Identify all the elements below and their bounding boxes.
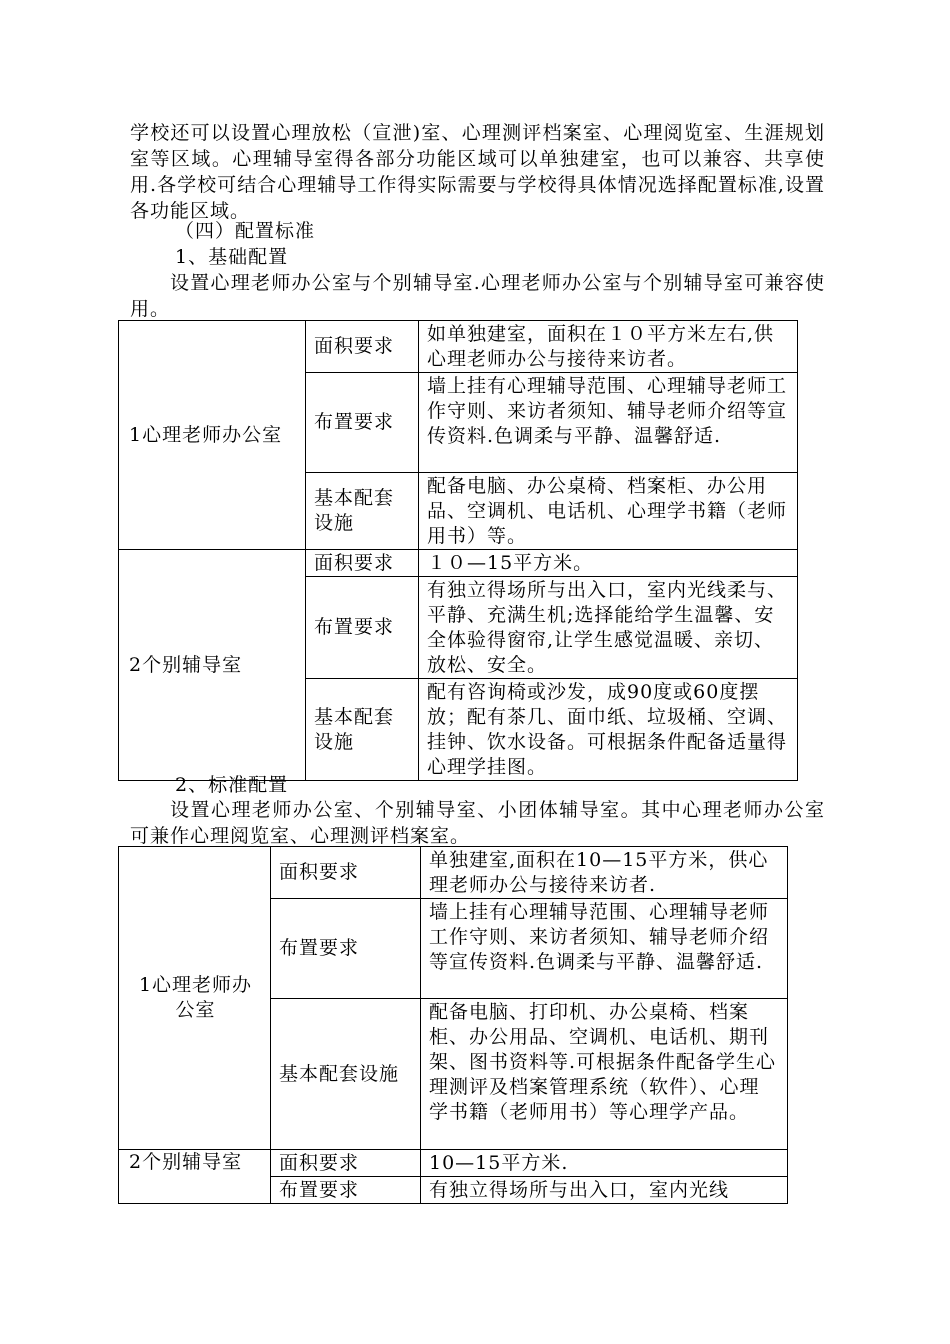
value-cell: 有独立得场所与出入口，室内光线柔与、平静、充满生机;选择能给学生温馨、安全体验得窗帘,让学生感觉温暖、亲切、放松、安全。 bbox=[419, 577, 798, 679]
value-cell: １０—15平方米。 bbox=[419, 550, 798, 577]
room-cell: 1心理老师办公室 bbox=[119, 321, 306, 550]
intro-paragraph: 学校还可以设置心理放松（宣泄)室、心理测评档案室、心理阅览室、生涯规划室等区域。心理辅导室得各部分功能区域可以单独建室，也可以兼容、共享使用.各学校可结合心理辅导工作得实际需要与学校得具体情况选择配置标准,设置各功能区域。 bbox=[130, 122, 825, 222]
value-cell: 单独建室,面积在10—15平方米，供心理老师办公与接待来访者. bbox=[421, 847, 788, 899]
label-cell: 布置要求 bbox=[306, 577, 419, 679]
subheading-standard: 2、标准配置 bbox=[175, 774, 289, 796]
value-cell: 配备电脑、办公桌椅、档案柜、办公用品、空调机、电话机、心理学书籍（老师用书）等。 bbox=[419, 473, 798, 550]
standard-config-table bbox=[118, 846, 788, 1204]
value-cell: 配备电脑、打印机、办公桌椅、档案柜、办公用品、空调机、电话机、期刊架、图书资料等.可根据条件配备学生心理测评及档案管理系统（软件）、心理学书籍（老师用书）等心理学产品。 bbox=[421, 999, 788, 1150]
value-cell: 配有咨询椅或沙发，成90度或60度摆放；配有茶几、面巾纸、垃圾桶、空调、挂钟、饮水设备。可根据条件配备适量得心理学挂图。 bbox=[419, 679, 798, 781]
room-cell: 1心理老师办公室 bbox=[119, 847, 271, 1150]
label-cell: 布置要求 bbox=[271, 1177, 421, 1204]
label-cell: 基本配套设施 bbox=[306, 679, 419, 781]
label-cell: 布置要求 bbox=[271, 899, 421, 999]
subheading-basic: 1、基础配置 bbox=[175, 246, 289, 268]
standard-config-paragraph: 设置心理老师办公室、个别辅导室、小团体辅导室。其中心理老师办公室可兼作心理阅览室、心理测评档案室。 bbox=[130, 799, 825, 847]
value-cell: 10—15平方米. bbox=[421, 1150, 788, 1177]
label-cell: 面积要求 bbox=[306, 321, 419, 373]
section-heading-4: （四）配置标准 bbox=[175, 220, 316, 242]
value-cell: 如单独建室，面积在１０平方米左右,供心理老师办公与接待来访者。 bbox=[419, 321, 798, 373]
basic-config-table bbox=[118, 320, 798, 781]
room-cell: 2个别辅导室 bbox=[119, 1150, 271, 1204]
label-cell: 面积要求 bbox=[271, 1150, 421, 1177]
room-cell: 2个别辅导室 bbox=[119, 550, 306, 781]
label-cell: 基本配套设施 bbox=[306, 473, 419, 550]
value-cell: 墙上挂有心理辅导范围、心理辅导老师工作守则、来访者须知、辅导老师介绍等宣传资料.色调柔与平静、温馨舒适. bbox=[419, 373, 798, 473]
basic-config-paragraph: 设置心理老师办公室与个别辅导室.心理老师办公室与个别辅导室可兼容使用。 bbox=[130, 272, 825, 320]
value-cell: 有独立得场所与出入口，室内光线 bbox=[421, 1177, 788, 1204]
value-cell: 墙上挂有心理辅导范围、心理辅导老师工作守则、来访者须知、辅导老师介绍等宣传资料.色调柔与平静、温馨舒适. bbox=[421, 899, 788, 999]
label-cell: 面积要求 bbox=[271, 847, 421, 899]
label-cell: 布置要求 bbox=[306, 373, 419, 473]
label-cell: 基本配套设施 bbox=[271, 999, 421, 1150]
label-cell: 面积要求 bbox=[306, 550, 419, 577]
